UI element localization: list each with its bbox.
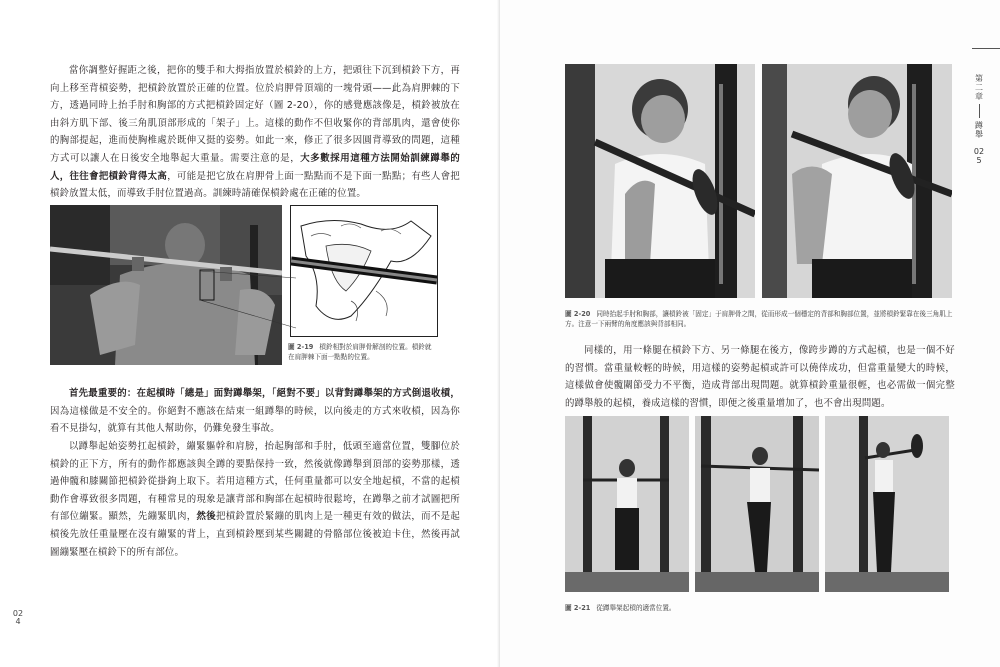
chapter-topic: 蹲舉 <box>975 121 983 139</box>
figure-2-20-number: 圖 2-20 <box>565 310 591 318</box>
paragraph-1-bold: 大多數採用這種方法開始訓練蹲舉的人，往往會把槓鈴背得太高 <box>50 152 460 182</box>
figure-2-19-callout-lines <box>200 270 300 330</box>
chapter-label: 第二章 <box>975 74 983 101</box>
paragraph-2 <box>50 385 460 438</box>
chapter-separator <box>979 104 980 118</box>
figure-2-21-photo-2 <box>695 416 819 592</box>
figure-2-20-photo-right <box>762 64 952 298</box>
paragraph-2-text: 因為這樣做是不安全的。你絕對不應該在結束一組蹲舉的時候，以向後走的方式來收槓，因為你看不見掛勾，就算有其他人幫助你，仍難免發生事故。 <box>50 405 460 435</box>
figure-2-19-caption-text: 槓鈴相對於肩胛骨解剖的位置。槓鈴就在肩胛棘下面一點點的位置。 <box>288 343 432 361</box>
paragraph-4-text: 同樣的，用一條腿在槓鈴下方、另一條腿在後方，像跨步蹲的方式起槓，也是一個不好的習慣。當重量較輕的時候，用這樣的姿勢起槓或許可以僥倖成功，但當重量變大的時候，這樣做會使髖關節受力不平衡，造成背部出現問題。就算槓鈴重量很輕，也必需做一個完整的蹲舉般的起槓，養成這樣的習慣，即便之後重量增加了，也不會出現問題。 <box>565 345 955 409</box>
paragraph-4 <box>565 342 955 412</box>
paragraph-3 <box>50 438 460 561</box>
chapter-tab-line <box>972 48 1000 49</box>
paragraph-2-bold: 首先最重要的：在起槓時「總是」面對蹲舉架，「絕對不要」以背對蹲舉架的方式倒退收槓， <box>69 388 460 399</box>
figure-2-20-caption <box>565 309 955 329</box>
figure-2-20-caption-text: 同時抬起手肘和胸部，讓槓鈴被「固定」于肩胛骨之間，從而形成一個穩定的背部和胸部位置，並將槓鈴緊靠在後三角肌上方。注意一下兩臂的角度應該與背部相同。 <box>565 310 953 328</box>
figure-2-21-caption-text: 從蹲舉架起槓的適當位置。 <box>596 604 676 612</box>
figure-2-21-photo-1 <box>565 416 689 592</box>
figure-2-21-number: 圖 2-21 <box>565 604 591 612</box>
page-number-right: 025 <box>973 147 985 165</box>
paragraph-3-bold: 然後 <box>196 511 217 523</box>
figure-2-21-caption <box>565 603 955 613</box>
paragraph-1-text: 當你調整好握距之後，把你的雙手和大拇指放置於槓鈴的上方，把頭往下沉到槓鈴下方，再向上移至背槓姿勢，把槓鈴放置於正確的位置。位於肩胛骨頂端的一塊骨頭——此為肩胛棘的下方，透過同時上抬手肘和胸部的方式把槓鈴固定好（圖 2-20），你的感覺應該像是，槓鈴被放在由斜方肌下部、後三角肌頂部形成的「架子」上。這樣的動作不但收緊你的背部肌肉，還會使你的胸部提起，進而使胸椎處於既伸又挺的姿勢。如此一來，修正了很多因圓背導致的問題，這種方式可以讓人在日後安全地舉起大重量。需要注意的是， <box>50 65 460 164</box>
paragraph-1 <box>50 62 460 203</box>
paragraph-3-end: 把槓鈴置於緊繃的肌肉上是一種更有效的做法，而不是起槓後先放任重量壓在沒有繃緊的背上，直到槓鈴壓到某些關鍵的骨骼部位後被迫卡住，然後再試圖繃緊壓在槓鈴下的所有部位。 <box>50 511 460 558</box>
paragraph-3-text: 以蹲舉起始姿勢扛起槓鈴，繃緊軀幹和肩膀，抬起胸部和手肘，低頭至適當位置，雙腳位於槓鈴的正下方，所有的動作都應該與全蹲的要點保持一致，然後就像蹲舉到頂部的姿勢那樣，透過伸髖和膝關節把槓鈴從掛鉤上取下。若用這種方式，任何重量都可以安全地起槓，不當的起槓動作會導致很多問題，有種常見的現象是讓背部和胸部在起槓時很鬆垮，在蹲舉之前才試圖把所有部位繃緊。顯然，先繃緊肌肉， <box>50 441 460 523</box>
figure-2-19-number: 圖 2-19 <box>288 343 314 351</box>
page-number-left: 024 <box>12 609 24 626</box>
figure-2-20-photo-left <box>565 64 755 298</box>
figure-2-21-photo-3 <box>825 416 949 592</box>
left-page <box>0 0 498 667</box>
paragraph-1-end: ，可能是把它放在肩胛骨上面一點點而不是下面一點點；有些人會把槓鈴放置太低，而導致手肘位置過高。訓練時請確保槓鈴處在正確的位置。 <box>50 170 460 200</box>
figure-2-19-illustration <box>290 205 438 337</box>
chapter-side-tab <box>972 74 986 165</box>
figure-2-19-caption <box>288 342 438 362</box>
